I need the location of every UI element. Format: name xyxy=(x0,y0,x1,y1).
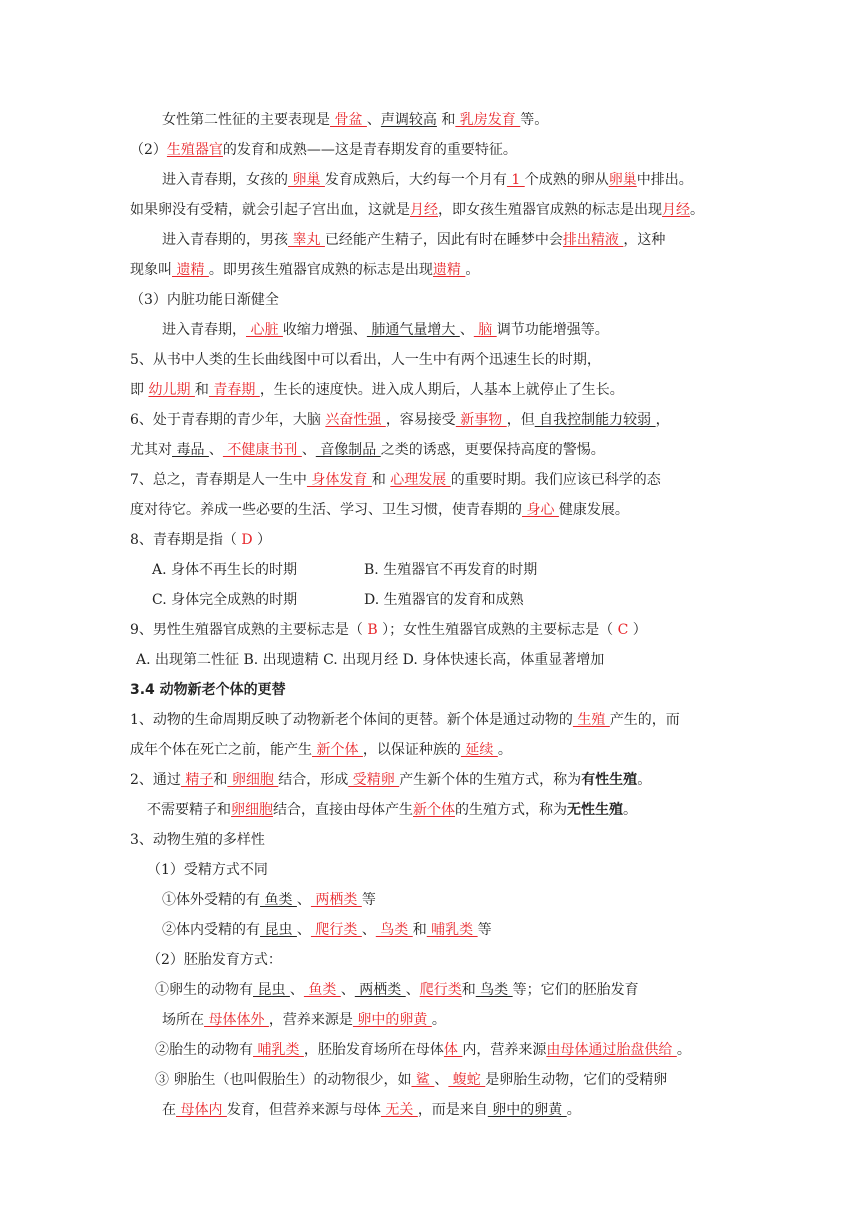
fill-in-answer: 1 xyxy=(506,172,525,188)
text-segment: 如果卵没有受精，就会引起子宫出血，这就是 xyxy=(130,202,410,218)
fill-in-answer: 脑 xyxy=(473,322,497,338)
fill-in-answer: 遗精 xyxy=(432,262,466,278)
text-segment: 进入青春期，女孩的 xyxy=(162,172,288,188)
fill-in-answer: 睾丸 xyxy=(288,232,325,248)
fill-in-answer: 卵细胞 xyxy=(231,802,273,818)
text-segment: 调节功能增强等。 xyxy=(496,322,609,338)
text-segment: ，胚胎发育场所在母体 xyxy=(303,1042,444,1058)
fill-in-answer: 身体发育 xyxy=(306,472,372,488)
answer-letter: C xyxy=(617,622,629,638)
text-segment: 。 xyxy=(690,202,704,218)
text-segment: 、 xyxy=(366,112,381,128)
text-segment: 和 xyxy=(412,922,427,938)
text-segment: 。 xyxy=(465,262,480,278)
text-segment: 进入青春期的，男孩 xyxy=(162,232,288,248)
text-segment: A. 身体不再生长的时期 xyxy=(152,562,298,578)
fill-in-answer: 卵中的卵黄 xyxy=(487,1102,567,1118)
fill-in-answer: 自我控制能力较弱 xyxy=(534,412,656,428)
text-segment: 场所在 xyxy=(162,1012,204,1028)
fill-in-answer: 卵巢 xyxy=(608,172,637,188)
fill-in-answer: 声调较高 xyxy=(380,112,437,128)
text-segment: 之类的诱惑，更要保持高度的警惕。 xyxy=(380,442,605,458)
text-segment: 、 xyxy=(296,922,311,938)
text-segment: 女性第二性征的主要表现是 xyxy=(162,112,330,128)
fill-in-answer: 两栖类 xyxy=(310,892,362,908)
text-line xyxy=(0,140,860,160)
text-line xyxy=(0,710,860,730)
text-segment: 产生新个体的生殖方式，称为 xyxy=(399,772,582,788)
text-segment: ①卵生的动物有 xyxy=(155,982,253,998)
text-segment: 内，营养来源 xyxy=(462,1042,547,1058)
text-segment: 和 xyxy=(436,112,456,128)
text-segment: 7、总之，青春期是人一生中 xyxy=(130,472,307,488)
text-segment: 的重要时期。我们应该已科学的态 xyxy=(450,472,661,488)
text-segment: 中排出。 xyxy=(636,172,693,188)
text-segment: 、 xyxy=(301,442,316,458)
text-segment: 3、动物生殖的多样性 xyxy=(130,832,265,848)
text-segment: 5、从书中人类的生长曲线图中可以看出，人一生中有两个迅速生长的时期， xyxy=(130,352,601,368)
text-segment: 、 xyxy=(340,982,355,998)
fill-in-answer: 月经 xyxy=(410,202,438,218)
text-line xyxy=(0,200,860,220)
text-segment: 无性生殖 xyxy=(567,802,623,818)
text-segment: ，营养来源是 xyxy=(268,1012,353,1028)
fill-in-answer: 昆虫 xyxy=(260,922,297,938)
text-segment: 、 xyxy=(289,982,304,998)
text-segment: 尤其对 xyxy=(130,442,172,458)
fill-in-answer: 新事物 xyxy=(455,412,507,428)
fill-in-answer: 鸟类 xyxy=(475,982,513,998)
text-line xyxy=(0,980,860,1000)
text-line xyxy=(0,500,860,520)
text-line xyxy=(0,800,860,820)
text-segment: 有性生殖 xyxy=(581,772,638,788)
text-segment: ，生长的速度快。进入成人期后，人基本上就停止了生长。 xyxy=(259,382,624,398)
text-segment: 度对待它。养成一些必要的生活、学习、卫生习惯，使青春期的 xyxy=(130,502,522,518)
text-segment: 8、青春期是指（ xyxy=(130,532,242,548)
text-segment: ②体内受精的有 xyxy=(162,922,260,938)
fill-in-answer: 肺通气量增大 xyxy=(366,322,460,338)
text-line xyxy=(0,410,860,430)
text-segment: 即 xyxy=(130,382,149,398)
text-segment: ，容易接受 xyxy=(385,412,456,428)
fill-in-answer: 幼儿期 xyxy=(148,382,195,398)
text-segment: 进入青春期， xyxy=(162,322,246,338)
fill-in-answer: 无关 xyxy=(380,1102,418,1118)
text-segment: 。 xyxy=(497,742,512,758)
text-segment: 。 xyxy=(431,1012,446,1028)
text-line xyxy=(0,650,860,670)
text-line xyxy=(0,890,860,910)
fill-in-answer: 体 xyxy=(443,1042,463,1058)
text-segment: 、 xyxy=(434,1072,449,1088)
text-segment: 不需要精子和 xyxy=(147,802,231,818)
fill-in-answer: 由母体通过胎盘供给 xyxy=(546,1042,677,1058)
text-segment: ）；女性生殖器官成熟的主要标志是（ xyxy=(377,622,618,638)
fill-in-answer: 心脏 xyxy=(246,322,283,338)
text-segment: ①体外受精的有 xyxy=(162,892,260,908)
text-segment: 。 xyxy=(637,772,652,788)
fill-in-answer: 身心 xyxy=(522,502,559,518)
text-segment: ②胎生的动物有 xyxy=(155,1042,253,1058)
fill-in-answer: 不健康书刊 xyxy=(222,442,302,458)
fill-in-answer: 卵巢 xyxy=(288,172,325,188)
section-title xyxy=(0,680,860,700)
text-segment: （2）胚胎发育方式： xyxy=(147,952,282,968)
fill-in-answer: 昆虫 xyxy=(253,982,290,998)
text-segment: 等 xyxy=(361,892,376,908)
text-segment: （1）受精方式不同 xyxy=(147,862,268,878)
fill-in-answer: 毒品 xyxy=(172,442,209,458)
fill-in-answer: 爬行类 xyxy=(310,922,362,938)
text-segment: 发育成熟后，大约每一个月有 xyxy=(324,172,507,188)
text-line xyxy=(0,1100,860,1120)
text-segment: 。 xyxy=(676,1042,691,1058)
fill-in-answer: 鲨 xyxy=(411,1072,435,1088)
text-segment: 个成熟的卵从 xyxy=(524,172,609,188)
text-line xyxy=(0,740,860,760)
text-line xyxy=(0,1040,860,1060)
fill-in-answer: 卵中的卵黄 xyxy=(352,1012,432,1028)
text-segment: 是卵胎生动物，它们的受精卵 xyxy=(485,1072,668,1088)
text-segment: 9、男性生殖器官成熟的主要标志是（ xyxy=(130,622,368,638)
text-segment: ，但 xyxy=(506,412,535,428)
text-line xyxy=(0,290,860,310)
text-line xyxy=(0,530,860,550)
text-line xyxy=(0,260,860,280)
fill-in-answer: 排出精液 xyxy=(562,232,624,248)
text-segment: 收缩力增强、 xyxy=(282,322,367,338)
text-segment: ，这种 xyxy=(623,232,666,248)
text-segment: 等 xyxy=(477,922,492,938)
text-segment: ） xyxy=(628,622,647,638)
fill-in-answer: 鸟类 xyxy=(375,922,413,938)
text-segment: 。 xyxy=(566,1102,581,1118)
fill-in-answer: 乳房发育 xyxy=(455,112,521,128)
fill-in-answer: 受精卵 xyxy=(348,772,400,788)
text-segment: ，而是来自 xyxy=(417,1102,488,1118)
text-segment: 成年个体在死亡之前，能产生 xyxy=(130,742,312,758)
text-segment: 发育，但营养来源与母体 xyxy=(226,1102,381,1118)
fill-in-answer: 精子 xyxy=(180,772,214,788)
text-line xyxy=(0,110,860,130)
text-segment: 和 xyxy=(461,982,476,998)
fill-in-answer: 遗精 xyxy=(172,262,209,278)
text-line xyxy=(0,230,860,250)
fill-in-answer: 心理发展 xyxy=(390,472,451,488)
text-line xyxy=(0,560,860,580)
fill-in-answer: 骨盆 xyxy=(330,112,367,128)
text-line xyxy=(0,1010,860,1030)
text-line xyxy=(0,440,860,460)
fill-in-answer: 鱼类 xyxy=(303,982,341,998)
text-segment: 3.4 动物新老个体的更替 xyxy=(130,682,286,698)
text-line xyxy=(0,770,860,790)
text-segment: 1、动物的生命周期反映了动物新老个体间的更替。新个体是通过动物的 xyxy=(130,712,573,728)
fill-in-answer: 音像制品 xyxy=(315,442,381,458)
text-segment: 等；它们的胚胎发育 xyxy=(512,982,639,998)
text-line xyxy=(0,620,860,640)
text-segment: 。 xyxy=(623,802,637,818)
text-segment: 产生的，而 xyxy=(609,712,680,728)
fill-in-answer: 蝮蛇 xyxy=(448,1072,486,1088)
text-segment: 的发育和成熟——这是青春期发育的重要特征。 xyxy=(222,142,517,158)
text-segment: ，即女孩生殖器官成熟的标志是出现 xyxy=(438,202,662,218)
text-segment: D. 生殖器官的发育和成熟 xyxy=(364,592,524,608)
text-segment: ，以保证种族的 xyxy=(362,742,461,758)
fill-in-answer: 青春期 xyxy=(208,382,260,398)
text-segment: 的生殖方式，称为 xyxy=(455,802,567,818)
fill-in-answer: 母体体外 xyxy=(204,1012,269,1028)
text-segment: 和 xyxy=(213,772,228,788)
fill-in-answer: 生殖器官 xyxy=(166,142,223,158)
answer-letter: D xyxy=(241,532,253,548)
text-segment: 2、通过 xyxy=(130,772,181,788)
text-segment: 6、处于青春期的青少年，大脑 xyxy=(130,412,326,428)
text-line xyxy=(0,1070,860,1090)
text-segment: 在 xyxy=(162,1102,176,1118)
text-line xyxy=(0,590,860,610)
fill-in-answer: 爬行类 xyxy=(419,982,462,998)
text-segment: 、 xyxy=(208,442,223,458)
text-segment: 、 xyxy=(361,922,376,938)
fill-in-answer: 延续 xyxy=(460,742,498,758)
text-segment: 现象叫 xyxy=(130,262,172,278)
text-segment: ） xyxy=(252,532,272,548)
text-segment: 健康发展。 xyxy=(558,502,629,518)
text-segment: 和 xyxy=(371,472,391,488)
fill-in-answer: 卵细胞 xyxy=(227,772,279,788)
fill-in-answer: 月经 xyxy=(662,202,690,218)
text-segment: 、 xyxy=(459,322,474,338)
text-segment: 结合，直接由母体产生 xyxy=(273,802,413,818)
text-line xyxy=(0,920,860,940)
text-segment: （3）内脏功能日渐健全 xyxy=(130,292,279,308)
text-segment: 结合，形成 xyxy=(278,772,349,788)
fill-in-answer: 生殖 xyxy=(572,712,610,728)
fill-in-answer: 新个体 xyxy=(413,802,455,818)
text-line xyxy=(0,860,860,880)
fill-in-answer: 兴奋性强 xyxy=(325,412,386,428)
text-segment: 等。 xyxy=(520,112,549,128)
text-line xyxy=(0,950,860,970)
text-segment: ③ 卵胎生（也叫假胎生）的动物很少，如 xyxy=(155,1072,412,1088)
text-segment: （2） xyxy=(130,142,167,158)
text-line xyxy=(0,320,860,340)
text-segment: 已经能产生精子，因此有时在睡梦中会 xyxy=(324,232,563,248)
fill-in-answer: 两栖类 xyxy=(354,982,406,998)
text-line xyxy=(0,380,860,400)
text-segment: 、 xyxy=(405,982,420,998)
fill-in-answer: 哺乳类 xyxy=(253,1042,304,1058)
text-segment: ， xyxy=(655,412,670,428)
fill-in-answer: 母体内 xyxy=(176,1102,227,1118)
text-segment: 。即男孩生殖器官成熟的标志是出现 xyxy=(208,262,433,278)
text-segment: C. 身体完全成熟的时期 xyxy=(152,592,298,608)
fill-in-answer: 哺乳类 xyxy=(426,922,478,938)
answer-letter: B xyxy=(367,622,378,638)
fill-in-answer: 鱼类 xyxy=(260,892,297,908)
text-line xyxy=(0,350,860,370)
text-line xyxy=(0,170,860,190)
text-segment: 、 xyxy=(296,892,311,908)
text-segment: B. 生殖器官不再发育的时期 xyxy=(364,562,538,578)
text-segment: 和 xyxy=(194,382,209,398)
text-line xyxy=(0,470,860,490)
fill-in-answer: 新个体 xyxy=(312,742,363,758)
text-line xyxy=(0,830,860,850)
text-segment: A. 出现第二性征 B. 出现遗精 C. 出现月经 D. 身体快速长高，体重显著增加 xyxy=(136,652,605,668)
